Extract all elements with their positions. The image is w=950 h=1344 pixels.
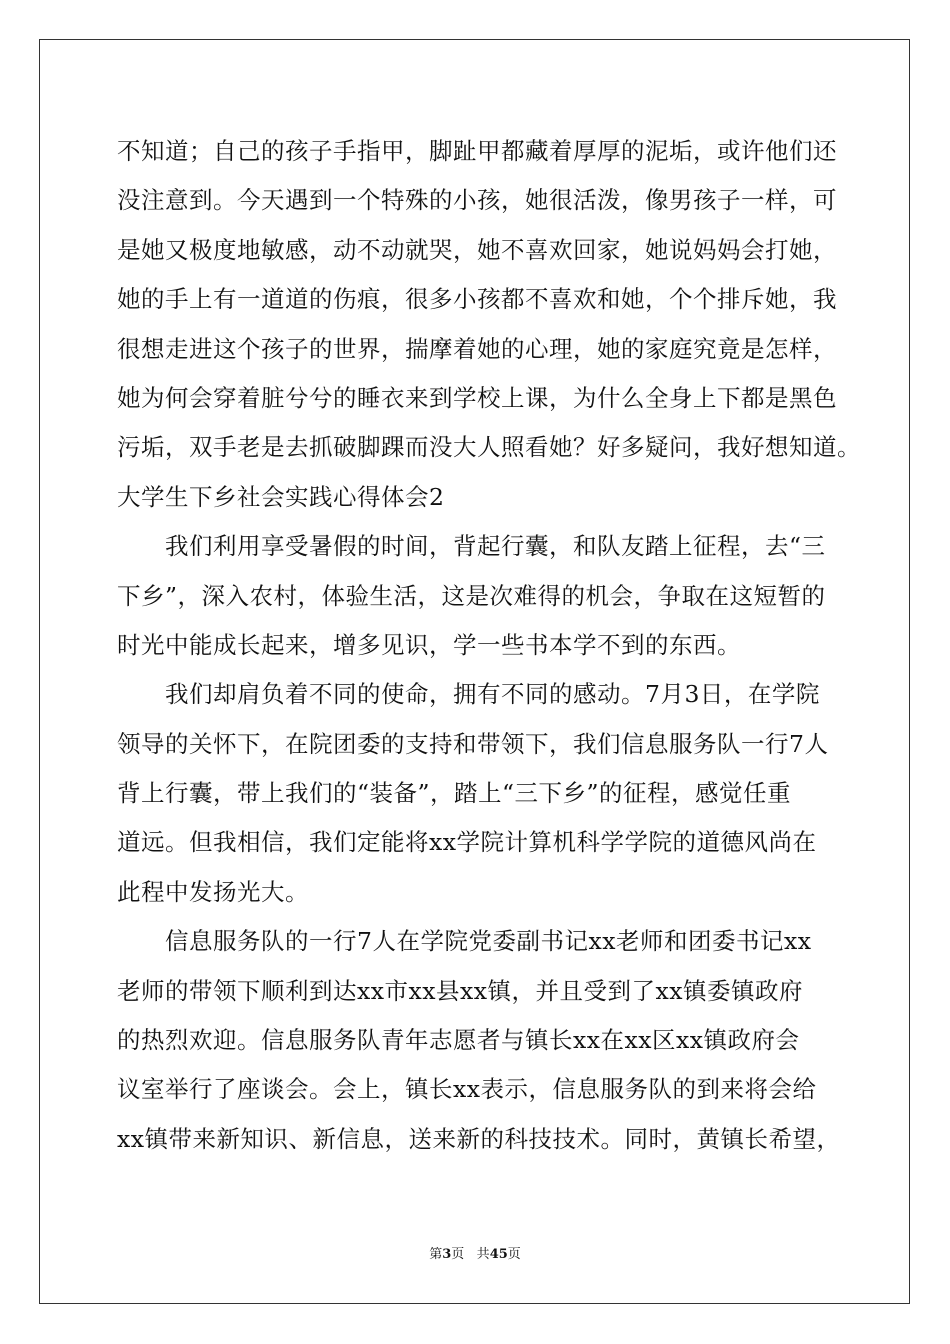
- text-line: 我们却肩负着不同的使命，拥有不同的感动。7月3日，在学院: [117, 680, 820, 709]
- text-line: 污垢，双手老是去抓破脚踝而没大人照看她？好多疑问，我好想知道。: [117, 433, 861, 462]
- page-prefix: 第: [429, 1247, 443, 1262]
- text-line: 她的手上有一道道的伤痕，很多小孩都不喜欢和她，个个排斥她，我: [117, 285, 837, 314]
- text-line: 她为何会穿着脏兮兮的睡衣来到学校上课，为什么全身上下都是黑色: [117, 383, 837, 412]
- text-line: 时光中能成长起来，增多见识，学一些书本学不到的东西。: [117, 630, 741, 659]
- total-suffix: 页: [507, 1247, 521, 1262]
- text-line: 是她又极度地敏感，动不动就哭，她不喜欢回家，她说妈妈会打她，: [117, 235, 837, 264]
- total-prefix: 共: [476, 1247, 490, 1262]
- page-suffix: 页: [451, 1247, 465, 1262]
- document-body: [117, 127, 861, 1164]
- text-line: 领导的关怀下，在院团委的支持和带领下，我们信息服务队一行7人: [117, 729, 829, 758]
- section-heading: 大学生下乡社会实践心得体会2: [117, 482, 445, 511]
- text-line: 不知道；自己的孩子手指甲，脚趾甲都藏着厚厚的泥垢，或许他们还: [117, 137, 837, 165]
- text-line: 没注意到。今天遇到一个特殊的小孩，她很活泼，像男孩子一样，可: [117, 186, 837, 215]
- text-line: 的热烈欢迎。信息服务队青年志愿者与镇长xx在xx区xx镇政府会: [117, 1026, 800, 1055]
- text-line: 很想走进这个孩子的世界，揣摩着她的心理，她的家庭究竟是怎样，: [117, 334, 837, 363]
- text-line: 道远。但我相信，我们定能将xx学院计算机科学学院的道德风尚在: [117, 828, 817, 857]
- page-number: 3: [442, 1247, 452, 1262]
- text-line: 议室举行了座谈会。会上，镇长xx表示，信息服务队的到来将会给: [117, 1075, 817, 1104]
- text-line: 背上行囊，带上我们的“装备”，踏上“三下乡”的征程，感觉任重: [117, 779, 792, 808]
- page-footer: [0, 1245, 950, 1265]
- text-line: 下乡”，深入农村，体验生活，这是次难得的机会，争取在这短暂的: [117, 581, 826, 610]
- text-line: 我们利用享受暑假的时间，背起行囊，和队友踏上征程，去“三: [117, 532, 826, 561]
- text-line: xx镇带来新知识、新信息，送来新的科技技术。同时，黄镇长希望，: [117, 1124, 841, 1153]
- text-line: 信息服务队的一行7人在学院党委副书记xx老师和团委书记xx: [117, 927, 812, 956]
- text-line: 此程中发扬光大。: [117, 877, 309, 906]
- text-line: 老师的带领下顺利到达xx市xx县xx镇，并且受到了xx镇委镇政府: [117, 976, 804, 1005]
- total-pages: 45: [489, 1247, 508, 1262]
